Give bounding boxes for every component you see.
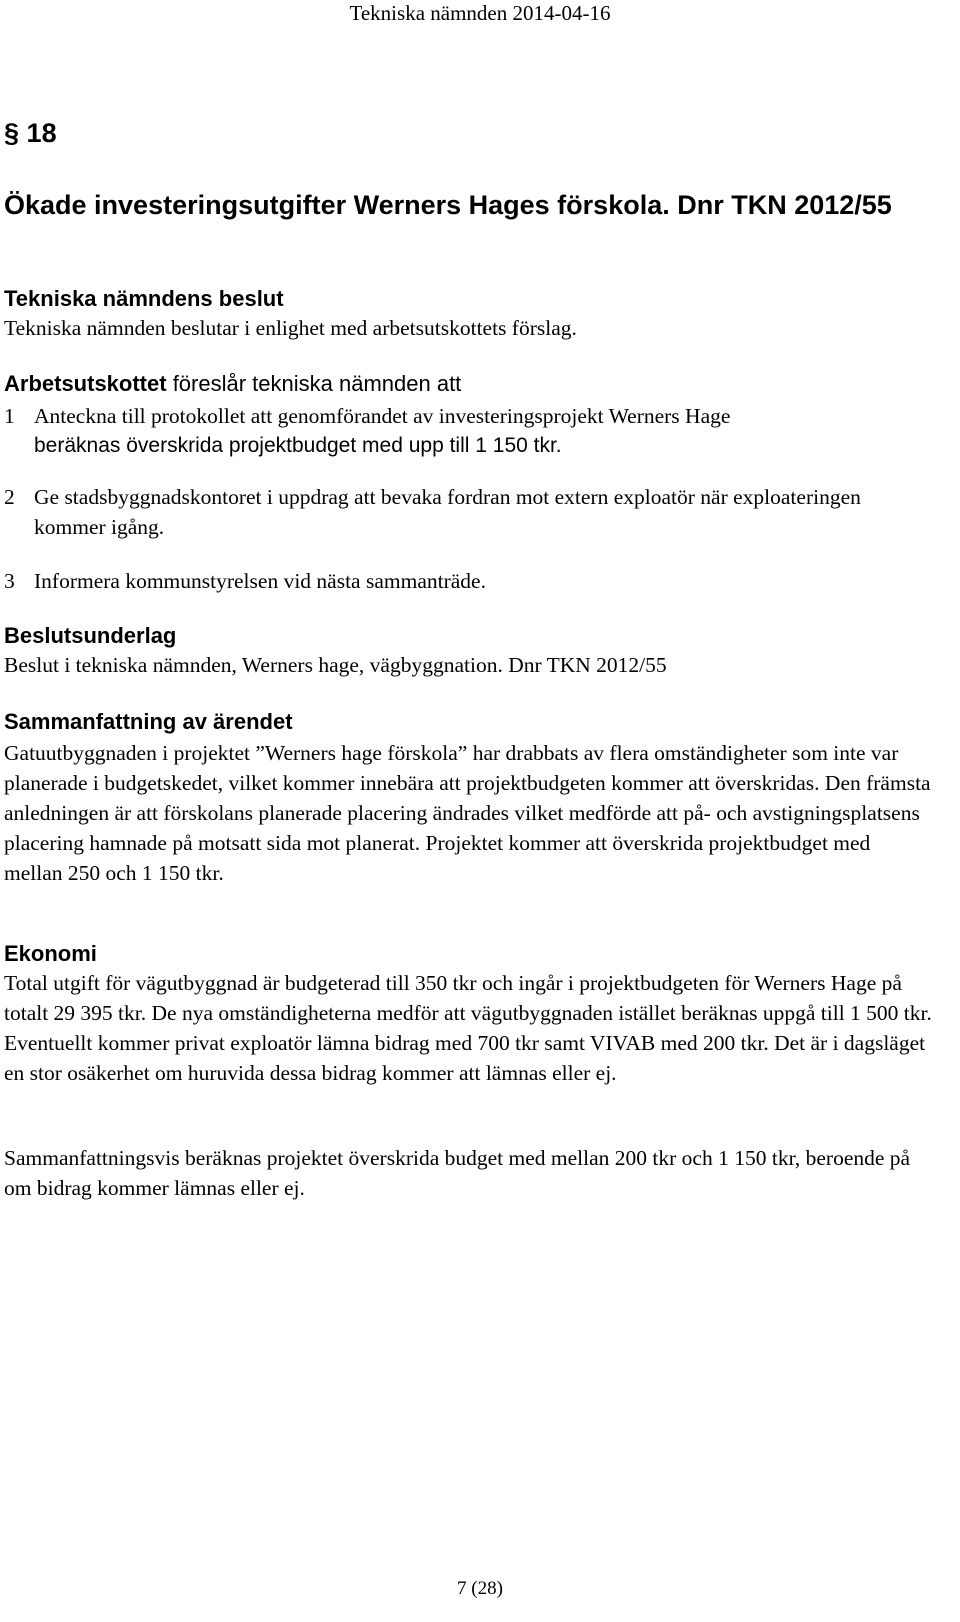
list-item-text-continued: beräknas överskrida projektbudget med upp till 1 150 tkr. — [34, 434, 562, 457]
list-item-number: 3 — [4, 569, 15, 593]
list-item — [4, 566, 934, 596]
decision-text: Tekniska nämnden beslutar i enlighet med arbetsutskottets förslag. — [4, 316, 577, 340]
proposal-heading — [4, 369, 934, 399]
proposal-heading-rest: föreslår tekniska nämnden att — [166, 371, 462, 396]
list-item-number: 2 — [4, 485, 15, 509]
basis-heading: Beslutsunderlag — [4, 623, 177, 648]
basis-text: Beslut i tekniska nämnden, Werners hage, vägbyggnation. Dnr TKN 2012/55 — [4, 653, 667, 677]
page-title: Ökade investeringsutgifter Werners Hages förskola. Dnr TKN 2012/55 — [4, 190, 892, 220]
summary-text: Gatuutbyggnaden i projektet ”Werners hage förskola” har drabbats av flera omständigheter som inte var planerade i budgetskedet, vilket kommer innebära att projektbudgeten kommer att överskridas. Den främsta anledningen är att förskolans planerade placering ändrades vilket medförde att på- och avstigningsplatsens placering hamnade på motsatt sida mot planerat. Projektet kommer att överskrida projektbudget med mellan 250 och 1 150 tkr. — [4, 741, 931, 885]
list-item-text: Informera kommunstyrelsen vid nästa sammanträde. — [34, 569, 486, 593]
decision-heading: Tekniska nämndens beslut — [4, 286, 284, 311]
section-number — [4, 118, 57, 149]
page-header: Tekniska nämnden 2014-04-16 — [349, 1, 611, 25]
section-number-value: 18 — [26, 118, 57, 148]
proposal-heading-bold: Arbetsutskottet — [4, 371, 167, 396]
page-number: 7 (28) — [457, 1578, 503, 1599]
economy-heading: Ekonomi — [4, 941, 97, 966]
list-item-text: Anteckna till protokollet att genomförandet av investeringsprojekt Werners Hage — [34, 404, 731, 428]
list-item-text: Ge stadsbyggnadskontoret i uppdrag att bevaka fordran mot extern exploatör när exploateringen kommer igång. — [34, 485, 861, 539]
summary-heading: Sammanfattning av ärendet — [4, 709, 293, 734]
list-item — [4, 401, 934, 463]
conclusion-text: Sammanfattningsvis beräknas projektet överskrida budget med mellan 200 tkr och 1 150 tkr, beroende på om bidrag kommer lämnas eller ej. — [4, 1146, 911, 1200]
list-item-number: 1 — [4, 404, 15, 428]
economy-text: Total utgift för vägutbyggnad är budgeterad till 350 tkr och ingår i projektbudgeten för Werners Hage på totalt 29 395 tkr. De nya omständigheterna medför att vägutbyggnaden istället beräknas uppgå till 1 500 tkr. Eventuellt kommer privat exploatör lämna bidrag med 700 tkr samt VIVAB med 200 tkr. Det är i dagsläget en stor osäkerhet om huruvida dessa bidrag kommer att lämnas eller ej. — [4, 971, 932, 1085]
section-symbol: § — [4, 118, 20, 148]
list-item — [4, 482, 934, 544]
